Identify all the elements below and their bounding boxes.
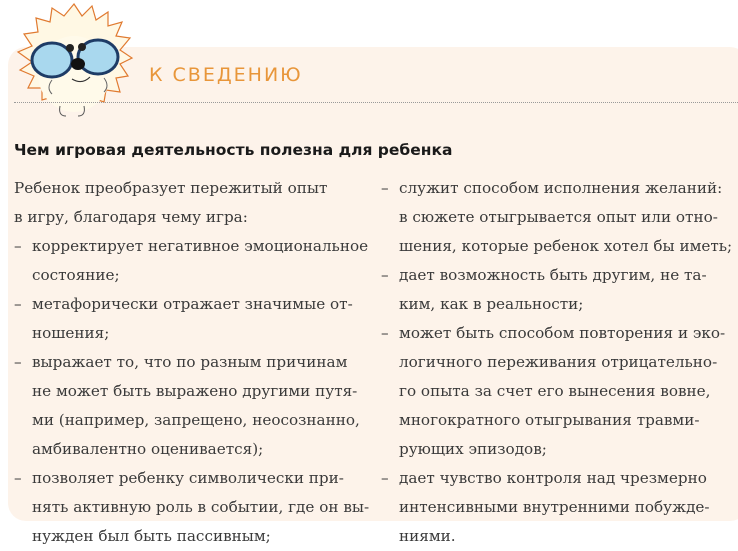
list-item-line: ниями. [399, 527, 456, 545]
list-item [381, 261, 738, 319]
list-item-line: дает возможность быть другим, не та- [399, 266, 707, 284]
list-item [14, 290, 364, 348]
list-item [14, 348, 364, 464]
intro-line: Ребенок преобразует пережитый опыт [14, 179, 328, 197]
list-item [14, 232, 369, 290]
list-item [381, 464, 738, 551]
list-item-line: логичного переживания отрицательно- [399, 353, 718, 371]
dash-bullet: – [14, 353, 22, 371]
right-column [381, 174, 738, 551]
list-item-line: нужден был быть пассивным; [32, 527, 271, 545]
list-item-line: состояние; [32, 266, 120, 284]
list-item-line: рующих эпизодов; [399, 440, 547, 458]
list-item-line: ким, как в реальности; [399, 295, 584, 313]
list-item-line: корректирует негативное эмоциональное [32, 237, 369, 255]
dash-bullet: – [381, 179, 389, 197]
list-item-line: интенсивными внутренними побужде- [399, 498, 710, 516]
list-item-line: го опыта за счет его вынесения вовне, [399, 382, 711, 400]
dash-bullet: – [14, 295, 22, 313]
left-column [14, 174, 370, 551]
list-item-line: служит способом исполнения желаний: [399, 179, 723, 197]
list-item-line: может быть способом повторения и эко- [399, 324, 726, 342]
dash-bullet: – [14, 469, 22, 487]
intro-line: в игру, благодаря чему игра: [14, 208, 248, 226]
list-item-line: дает чувство контроля над чрезмерно [399, 469, 707, 487]
list-item-line: метафорически отражает значимые от- [32, 295, 353, 313]
list-item-line: многократного отыгрывания травми- [399, 411, 700, 429]
list-item-line: ношения; [32, 324, 110, 342]
list-item-line: позволяет ребенку символически при- [32, 469, 344, 487]
dash-bullet: – [381, 266, 389, 284]
list-item [14, 464, 370, 551]
list-item-line: нять активную роль в событии, где он вы- [32, 498, 370, 516]
list-item-line: амбивалентно оценивается); [32, 440, 264, 458]
dash-bullet: – [14, 237, 22, 255]
section-heading: Чем игровая деятельность полезна для ребенка [14, 141, 453, 159]
list-item-line: не может быть выражено другими путя- [32, 382, 358, 400]
list-item-line: выражает то, что по разным причинам [32, 353, 348, 371]
dash-bullet: – [381, 469, 389, 487]
list-item [381, 319, 738, 464]
box-title: К СВЕДЕНИЮ [149, 64, 303, 86]
list-item [381, 174, 738, 261]
dotted-divider [14, 102, 738, 103]
list-item-line: шения, которые ребенок хотел бы иметь; [399, 237, 733, 255]
list-item-line: в сюжете отыгрывается опыт или отно- [399, 208, 718, 226]
list-item-line: ми (например, запрещено, неосознанно, [32, 411, 360, 429]
dash-bullet: – [381, 324, 389, 342]
